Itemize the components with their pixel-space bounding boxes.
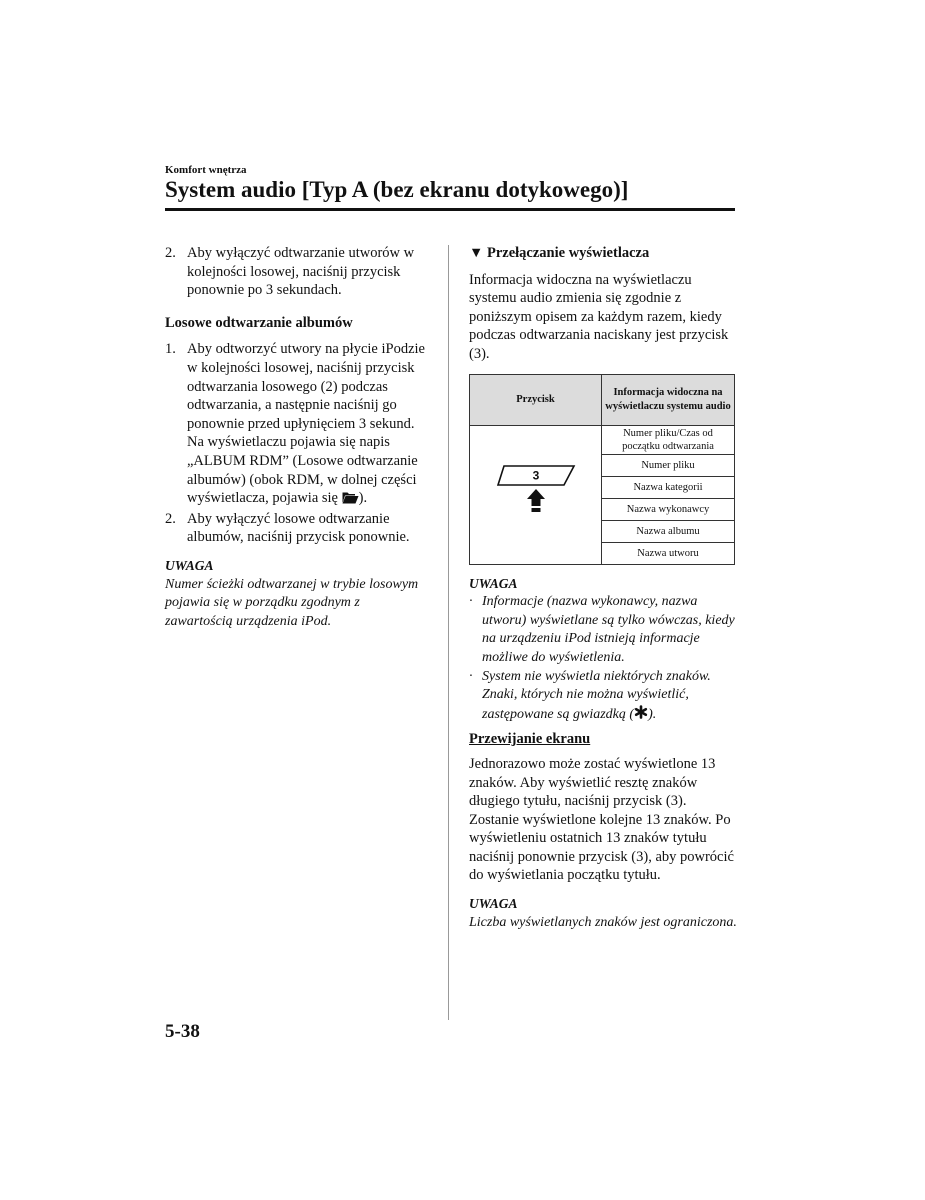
note-label: UWAGA (165, 557, 214, 573)
subheading-display-switch: ▼ Przełączanie wyświetlacza (469, 245, 650, 261)
page-title: System audio [Typ A (bez ekranu dotykowego)] (165, 177, 629, 202)
list-item (165, 244, 430, 300)
right-column (469, 244, 737, 932)
column-divider (448, 245, 449, 1020)
table-header-row (470, 374, 735, 425)
left-column (165, 244, 430, 631)
note-label: UWAGA (469, 575, 518, 591)
note-text: Numer ścieżki odtwarzanej w trybie losowym pojawia się w porządku zgodnym z zawartością urządzenia iPod. (165, 576, 419, 629)
item-number: 2. (165, 510, 176, 527)
bullet-mark: · (469, 594, 473, 610)
column-header-button: Przycisk (470, 374, 602, 425)
bullet-text: Informacje (nazwa wykonawcy, nazwa utworu) wyświetlane są tylko wówczas, kiedy na urządzeniu iPod istnieją informacje możliwe do wyświetlenia. (482, 594, 735, 665)
title-rule (165, 208, 735, 211)
intro-paragraph: Informacja widoczna na wyświetlaczu systemu audio zmienia się zgodnie z poniższym opisem za każdym razem, kiedy podczas odtwarzania naciskany jest przycisk (3). (469, 271, 729, 362)
item-text: Aby wyłączyć losowe odtwarzanie albumów, naciśnij przycisk ponownie. (187, 510, 410, 546)
bullet-text: System nie wyświetla niektórych znaków. Znaki, których nie można wyświetlić, zastępowane są gwiazdką ( (482, 668, 711, 722)
button-cell (470, 425, 602, 564)
item-text-suffix: ). (358, 490, 368, 507)
item-text (187, 340, 430, 509)
button-number-label: 3 (532, 468, 539, 483)
folder-icon (342, 491, 359, 510)
page-number: 5-38 (165, 1021, 200, 1042)
subheading-random-albums: Losowe odtwarzanie albumów (165, 314, 353, 331)
bullet-mark: · (469, 668, 473, 684)
note-text: Liczba wyświetlanych znaków jest ograniczona. (469, 914, 737, 930)
table-cell: Numer pliku/Czas od początku odtwarzania (602, 425, 735, 454)
bullet-text-wrap (482, 668, 737, 725)
table-cell: Nazwa utworu (602, 542, 735, 564)
scroll-heading: Przewijanie ekranu (469, 731, 591, 748)
item-text: Aby wyłączyć odtwarzanie utworów w kolejności losowej, naciśnij przycisk ponownie po 3 sekundach. (187, 245, 415, 299)
item-number: 1. (165, 341, 176, 358)
button-3-icon (494, 463, 578, 519)
section-label: Komfort wnętrza (165, 164, 247, 176)
note-bullet (469, 668, 737, 725)
note-bullet (469, 593, 737, 667)
scroll-paragraph: Jednorazowo może zostać wyświetlone 13 znaków. Aby wyświetlić resztę znaków długiego tytułu, naciśnij przycisk (3). Zostanie wyświetlone kolejne 13 znaków. Po wyświetleniu ostatnich 13 znaków tytułu naciśnij ponownie przycisk (3), aby powrócić do wyświetlania początku tytułu. (469, 755, 734, 884)
table-cell: Nazwa albumu (602, 520, 735, 542)
list-item (165, 510, 430, 547)
item-number: 2. (165, 245, 176, 261)
asterisk-icon (634, 705, 648, 719)
table-cell: Nazwa wykonawcy (602, 498, 735, 520)
column-header-display-info: Informacja widoczna na wyświetlaczu systemu audio (602, 374, 735, 425)
note-label: UWAGA (469, 896, 518, 912)
display-info-table (469, 374, 735, 565)
table-cell: Numer pliku (602, 454, 735, 476)
item-text-body: Aby odtworzyć utwory na płycie iPodzie w kolejności losowej, naciśnij przycisk odtwarzania losowego (2) podczas odtwarzania, a następnie naciśnij go ponownie przed upłynięciem 3 sekund. Na wyświetlaczu pojawia się napis „ALBUM RDM” (Losowe odtwarzanie albumów) (obok RDM, w dolnej części wyświetlacza, pojawia się (187, 341, 425, 507)
list-item (165, 340, 430, 509)
table-row (470, 425, 735, 454)
table-cell: Nazwa kategorii (602, 476, 735, 498)
bullet-text-suffix: ). (648, 706, 657, 722)
